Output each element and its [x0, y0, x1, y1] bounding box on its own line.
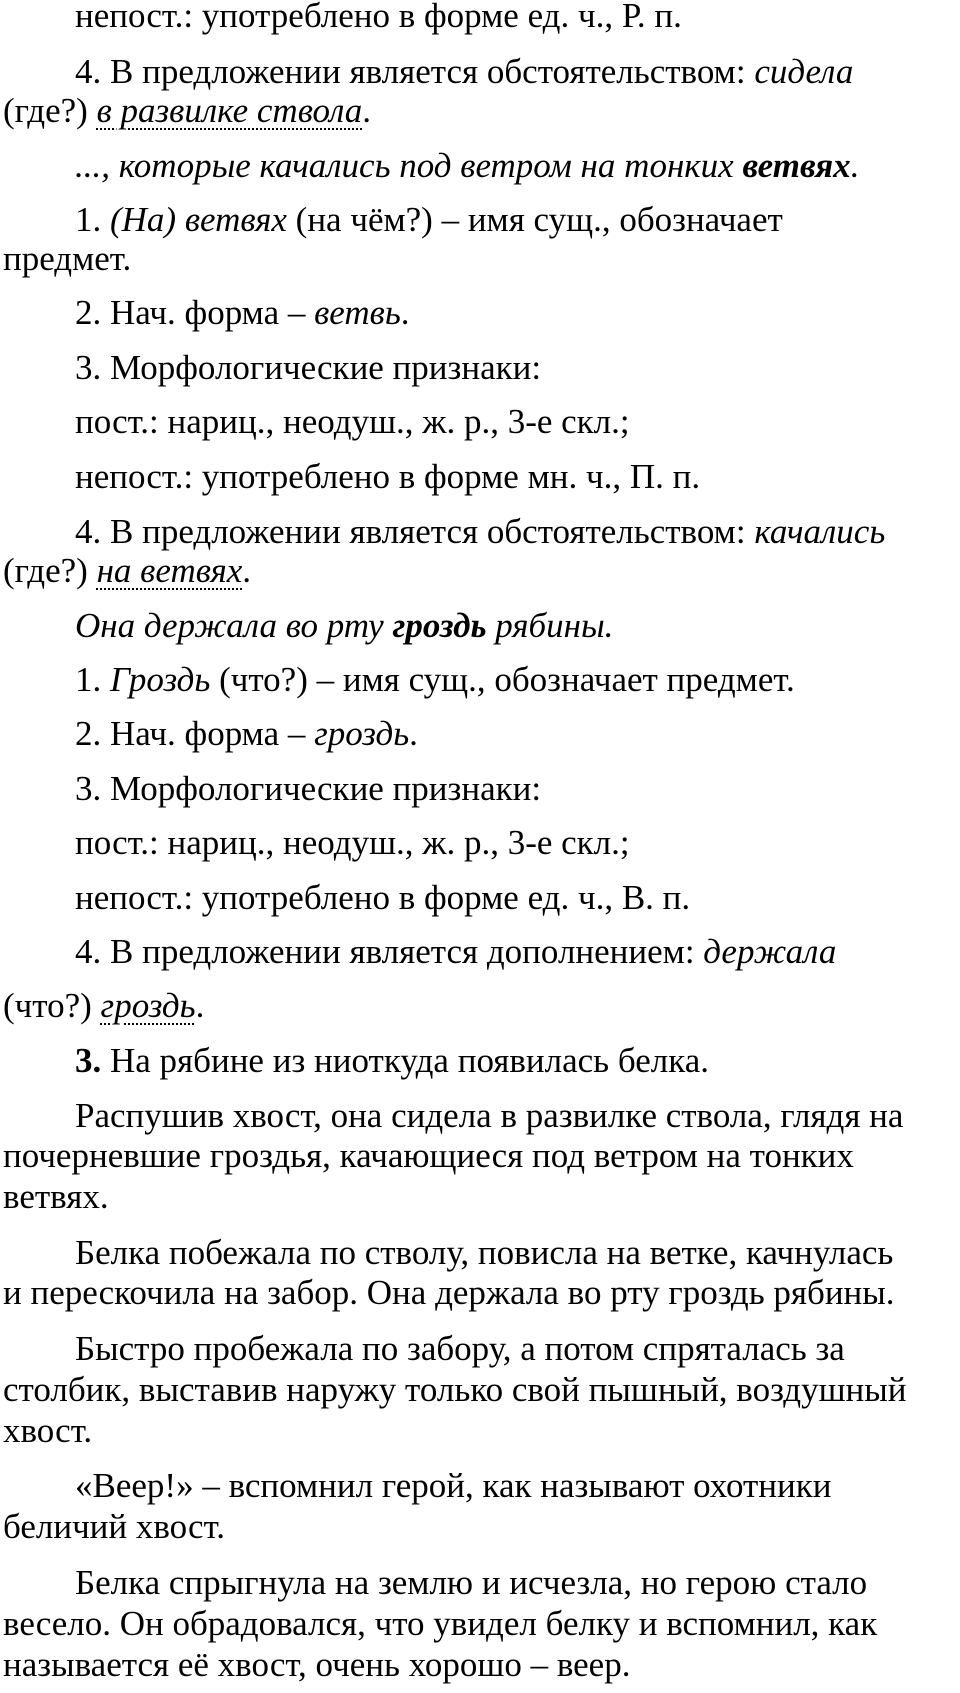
line-text: Распушив хвост, она сидела в развилке ствола, глядя на — [75, 1096, 904, 1135]
line-text: ..., которые качались под ветром на тонких — [75, 146, 743, 185]
line-text: 4. В предложении является обстоятельством: — [75, 512, 755, 551]
line-text: хвост. — [3, 1411, 93, 1450]
line-text: 2. Нач. форма – — [75, 293, 315, 332]
line-text: . — [400, 293, 410, 332]
line-text: (что?) – имя сущ., обозначает предмет. — [210, 660, 795, 699]
line-text: . — [850, 146, 860, 185]
underlined-phrase: в развилке ствола — [96, 91, 363, 130]
text-line — [75, 1464, 960, 1508]
line-text: Она держала во рту — [75, 606, 393, 645]
line-text: «Веер!» – вспомнил герой, как называют охотники — [75, 1466, 832, 1505]
text-line — [3, 89, 960, 133]
text-line — [75, 930, 960, 974]
text-line — [75, 50, 960, 94]
line-text: пост.: нариц., неодуш., ж. р., 3-е скл.; — [75, 402, 630, 441]
line-text: (где?) — [3, 91, 97, 130]
example-sentence — [75, 604, 960, 648]
text-line — [75, 1039, 960, 1083]
text-line — [3, 1175, 960, 1219]
line-text: (где?) — [3, 551, 97, 590]
underlined-phrase: гроздь — [100, 986, 196, 1025]
line-text: почерневшие гроздья, качающиеся под ветром на тонких — [3, 1136, 854, 1175]
line-text: беличий хвост. — [3, 1507, 225, 1546]
line-text: ветвях. — [3, 1177, 109, 1216]
italic-word: (На) ветвях — [110, 200, 287, 239]
text-line — [3, 984, 960, 1028]
line-text: На рябине из ниоткуда появилась белка. — [101, 1041, 709, 1080]
italic-word: качались — [754, 512, 886, 551]
text-line — [75, 0, 960, 38]
line-text: . — [242, 551, 252, 590]
text-line — [75, 658, 960, 702]
text-line — [3, 1602, 960, 1646]
line-text: . — [409, 714, 418, 753]
line-text: пост.: нариц., неодуш., ж. р., 3-е скл.; — [75, 823, 630, 862]
example-sentence — [75, 144, 960, 188]
line-text: 4. В предложении является обстоятельством: — [75, 52, 755, 91]
line-text: рябины. — [486, 606, 614, 645]
text-line — [75, 821, 960, 865]
line-text: . — [362, 91, 372, 130]
text-line — [75, 1231, 960, 1275]
text-line — [75, 510, 960, 554]
text-line — [3, 1134, 960, 1178]
text-line — [75, 876, 960, 920]
text-line — [75, 198, 960, 242]
italic-word: сидела — [754, 52, 854, 91]
text-line — [75, 346, 960, 390]
italic-word: гроздь — [314, 714, 410, 753]
line-text: 3. Морфологические признаки: — [75, 769, 542, 808]
line-text: . — [195, 986, 205, 1025]
text-line — [3, 1505, 960, 1549]
italic-word: ветвь — [314, 293, 401, 332]
line-text: называется её хвост, очень хорошо – веер. — [3, 1645, 631, 1684]
line-text: 1. — [75, 200, 110, 239]
text-line — [3, 1409, 960, 1453]
text-line — [75, 1094, 960, 1138]
text-line — [3, 549, 960, 593]
text-line — [3, 1271, 960, 1315]
task-number: 3. — [75, 1041, 102, 1080]
line-text: (что?) — [3, 986, 101, 1025]
line-text: непост.: употреблено в форме ед. ч., Р. п. — [75, 0, 682, 35]
text-line — [3, 237, 960, 281]
text-line — [3, 1368, 960, 1412]
text-line — [75, 291, 960, 335]
line-text: 4. В предложении является дополнением: — [75, 932, 704, 971]
line-text: Белка спрыгнула на землю и исчезла, но герою стало — [75, 1563, 868, 1602]
text-line — [75, 1561, 960, 1605]
underlined-phrase: на ветвях — [96, 551, 243, 590]
italic-word: Гроздь — [110, 660, 211, 699]
line-text: 1. — [75, 660, 110, 699]
line-text: Быстро пробежала по забору, а потом спряталась за — [75, 1329, 845, 1368]
line-text: 3. Морфологические признаки: — [75, 348, 542, 387]
line-text: Белка побежала по стволу, повисла на ветке, качнулась — [75, 1233, 894, 1272]
line-text: весело. Он обрадовался, что увидел белку и вспомнил, как — [3, 1604, 878, 1643]
line-text: столбик, выставив наружу только свой пышный, воздушный — [3, 1370, 907, 1409]
text-line — [75, 455, 960, 499]
line-text: непост.: употреблено в форме ед. ч., В. п. — [75, 878, 691, 917]
bold-word: гроздь — [392, 606, 487, 645]
bold-word: ветвях — [742, 146, 851, 185]
line-text: предмет. — [3, 239, 132, 278]
line-text: 2. Нач. форма – — [75, 714, 315, 753]
text-line — [3, 1643, 960, 1687]
line-text: непост.: употреблено в форме мн. ч., П. п. — [75, 457, 701, 496]
text-line — [75, 1327, 960, 1371]
line-text: и перескочила на забор. Она держала во рту гроздь рябины. — [3, 1273, 895, 1312]
italic-word: держала — [703, 932, 837, 971]
text-line — [75, 767, 960, 811]
line-text: (на чём?) – имя сущ., обозначает — [286, 200, 783, 239]
text-line — [75, 400, 960, 444]
text-line — [75, 712, 960, 756]
